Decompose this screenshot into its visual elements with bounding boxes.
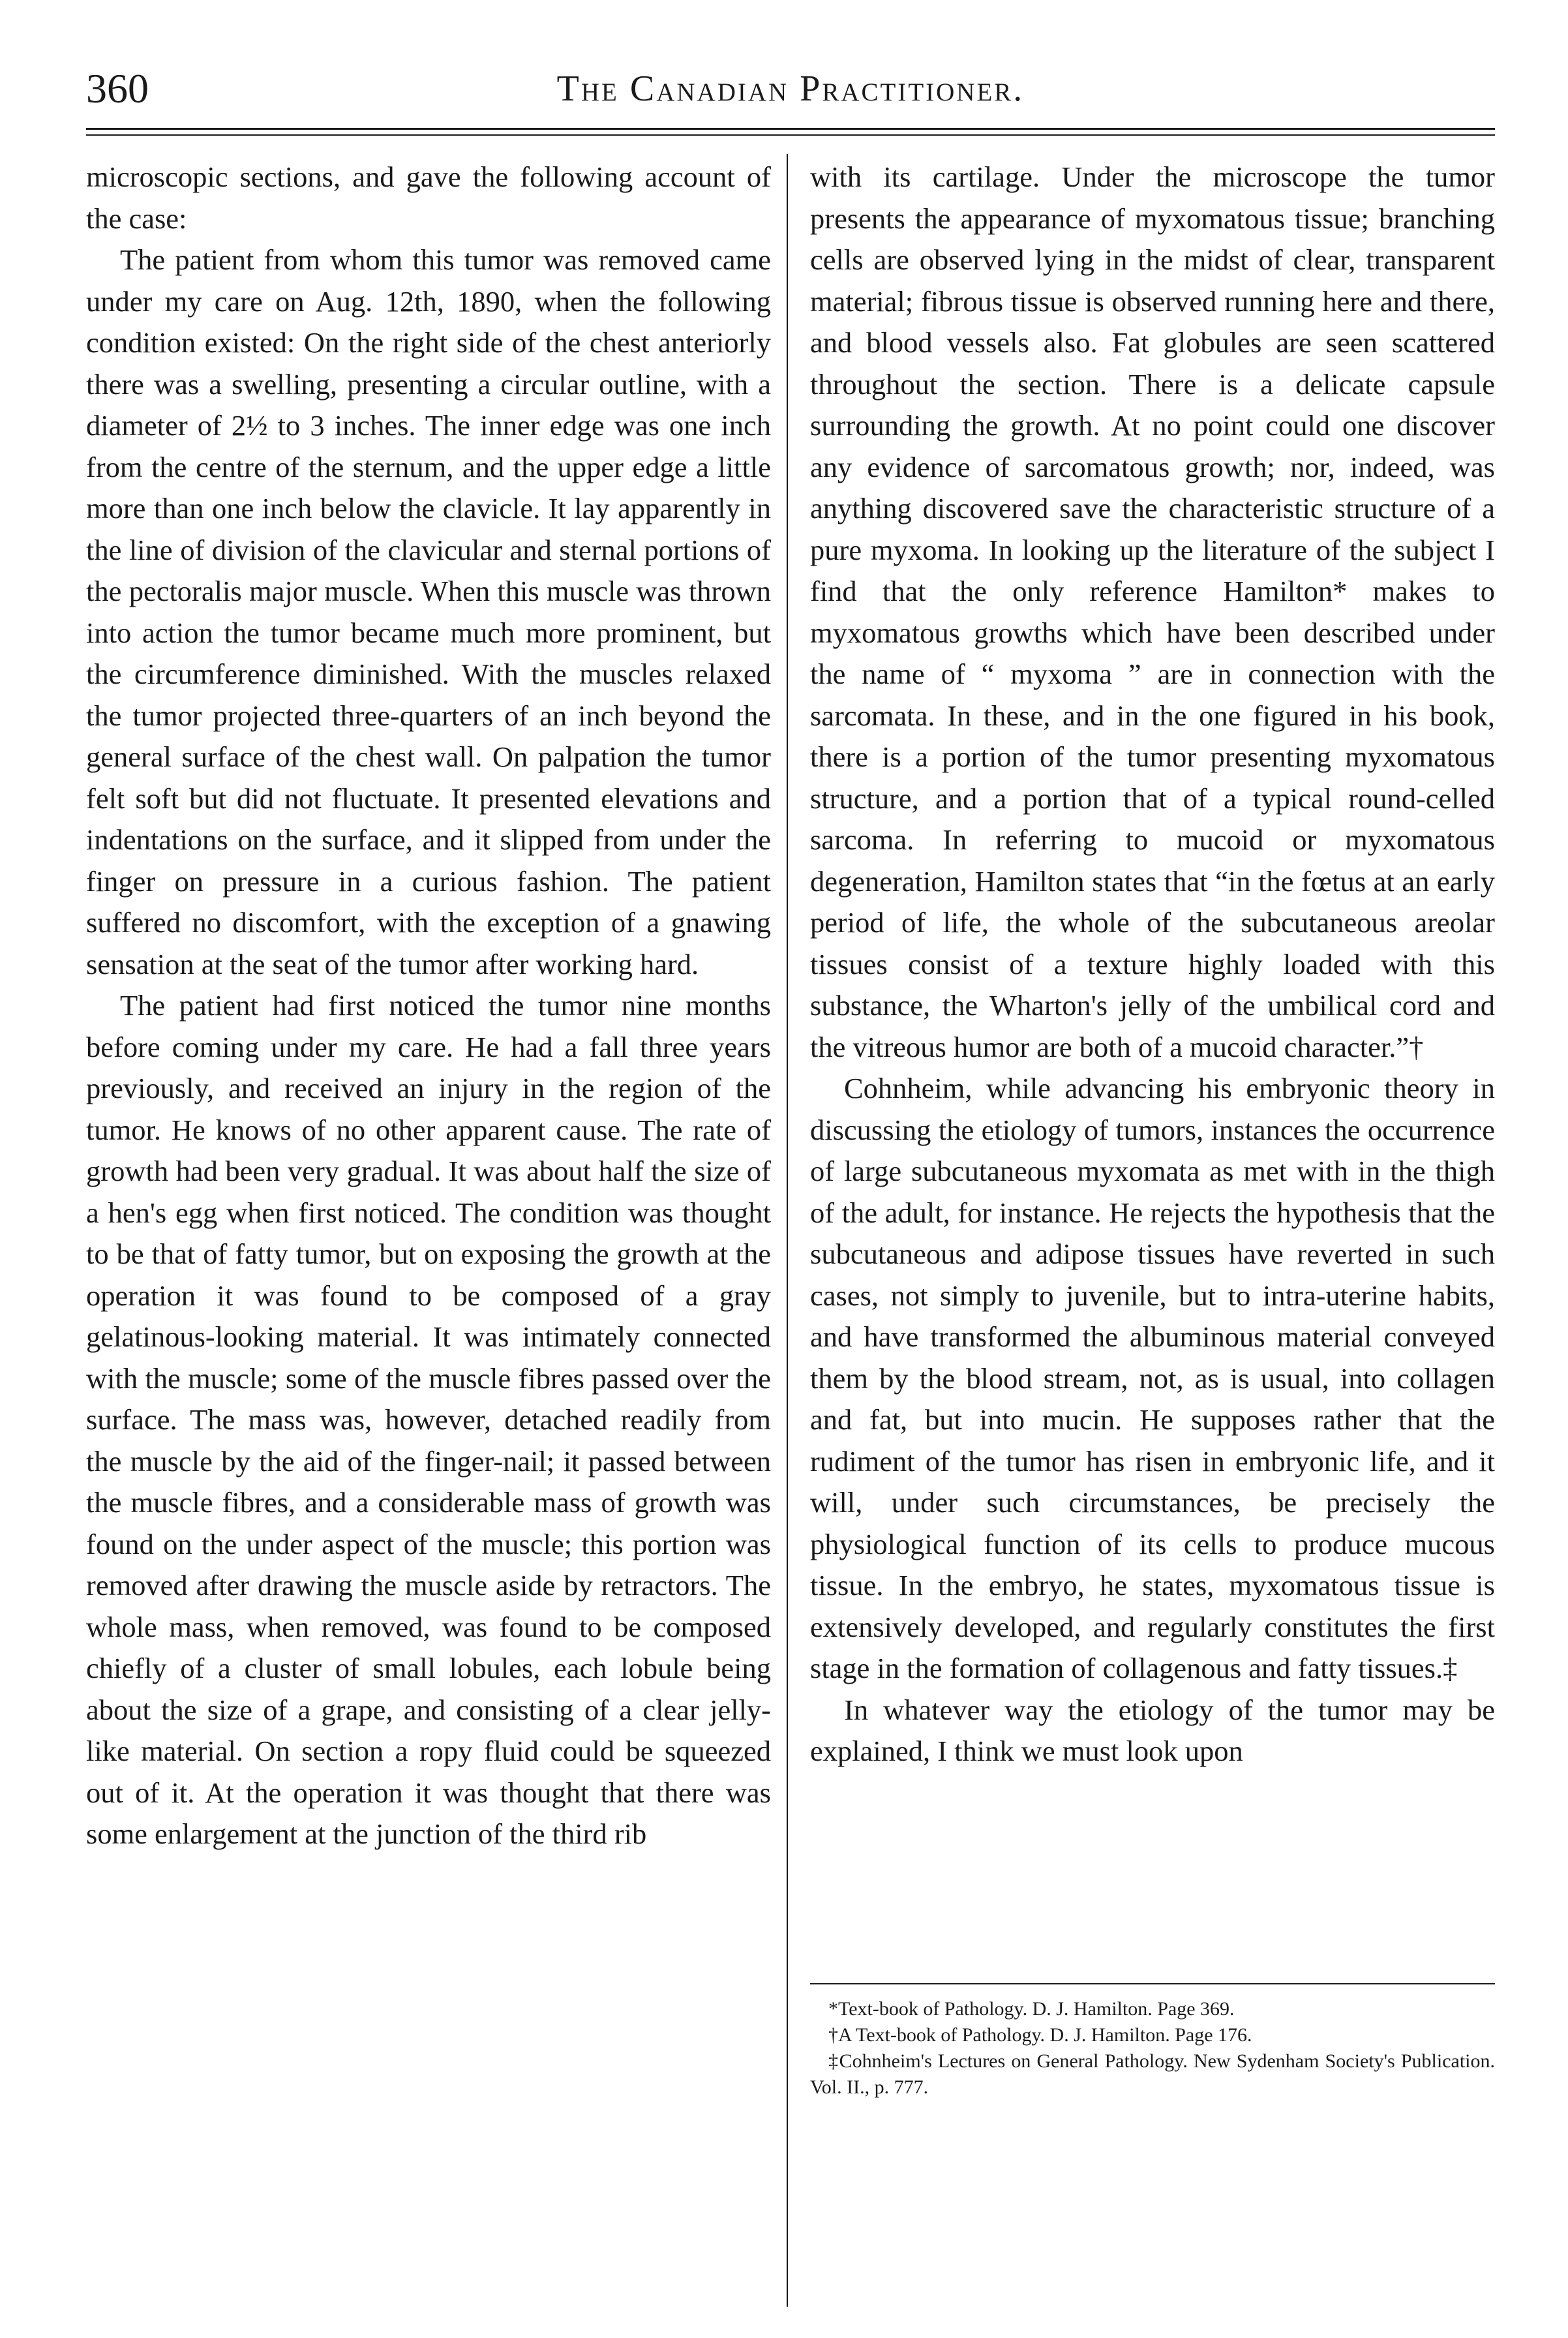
footnote: †A Text-book of Pathology. D. J. Hamilton. Page 176. (828, 2024, 1252, 2046)
footnote: ‡Cohnheim's Lectures on General Pathology. New Sydenham Society's Publication. Vol. II., p. 777. (810, 2050, 1495, 2098)
header-rule-thick (86, 128, 1495, 130)
right-column (810, 157, 1495, 1970)
paragraph: The patient had first noticed the tumor nine months before coming under my care. He had a fall three years previously, and received an injury in the region of the tumor. He knows of no other apparent cause. The rate of growth had been very gradual. It was about half the size of a hen's egg when first noticed. The condition was thought to be that of fatty tumor, but on exposing the growth at the operation it was found to be composed of a gray gelatinous-looking material. It was intimately connected with the muscle; some of the muscle fibres passed over the surface. The mass was, however, detached readily from the muscle by the aid of the finger-nail; it passed between the muscle fibres, and a considerable mass of growth was found on the under aspect of the muscle; this portion was removed after drawing the muscle aside by retractors. The whole mass, when removed, was found to be composed chiefly of a cluster of small lobules, each lobule being about the size of a grape, and consisting of a clear jelly-like material. On section a ropy fluid could be squeezed out of it. At the operation it was thought that there was some enlargement at the junction of the third rib (86, 989, 771, 1850)
left-column (86, 157, 771, 2303)
paragraph: microscopic sections, and gave the following account of the case: (86, 160, 771, 235)
header-rule-thin (86, 134, 1495, 136)
paragraph: with its cartilage. Under the microscope the tumor presents the appearance of myxomatous tissue; branching cells are observed lying in the midst of clear, transparent material; fibrous tissue is observed running here and there, and blood vessels also. Fat globules are seen scattered throughout the section. There is a delicate capsule surrounding the growth. At no point could one discover any evidence of sarcomatous growth; nor, indeed, was anything discovered save the characteristic structure of a pure myxoma. In looking up the literature of the subject I find that the only reference Hamilton* makes to myxomatous growths which have been described under the name of “ myxoma ” are in connection with the sarcomata. In these, and in the one figured in his book, there is a portion of the tumor presenting myxomatous structure, and a portion that of a typical round-celled sarcoma. In referring to mucoid or myxomatous degeneration, Hamilton states that “in the fœtus at an early period of life, the whole of the subcutaneous areolar tissues consist of a texture highly loaded with this substance, the Wharton's jelly of the umbilical cord and the vitreous humor are both of a mucoid character.”† (810, 160, 1495, 1063)
running-head: The Canadian Practitioner. (556, 68, 1025, 109)
footnote: *Text-book of Pathology. D. J. Hamilton. Page 369. (828, 1998, 1235, 2020)
page-number: 360 (86, 65, 149, 112)
paragraph: In whatever way the etiology of the tumor may be explained, I think we must look upon (810, 1693, 1495, 1767)
paragraph: Cohnheim, while advancing his embryonic theory in discussing the etiology of tumors, instances the occurrence of large subcutaneous myxomata as met with in the thigh of the adult, for instance. He rejects the hypothesis that the subcutaneous and adipose tissues have reverted in such cases, not simply to juvenile, but to intra-uterine habits, and have transformed the albuminous material conveyed them by the blood stream, not, as is usual, into collagen and fat, but into mucin. He supposes rather that the rudiment of the tumor has risen in embryonic life, and it will, under such circumstances, be precisely the physiological function of its cells to produce mucous tissue. In the embryo, he states, myxomatous tissue is extensively developed, and regularly constitutes the first stage in the formation of collagenous and fatty tissues.‡ (810, 1072, 1495, 1684)
page-header (86, 56, 1495, 121)
paragraph: The patient from whom this tumor was removed came under my care on Aug. 12th, 1890, when the following condition existed: On the right side of the chest anteriorly there was a swelling, presenting a circular outline, with a diameter of 2½ to 3 inches. The inner edge was one inch from the centre of the sternum, and the upper edge a little more than one inch below the clavicle. It lay apparently in the line of division of the clavicular and sternal portions of the pectoralis major muscle. When this muscle was thrown into action the tumor became much more prominent, but the circumference diminished. With the muscles relaxed the tumor projected three-quarters of an inch beyond the general surface of the chest wall. On palpation the tumor felt soft but did not fluctuate. It presented elevations and indentations on the surface, and it slipped from under the finger on pressure in a curious fashion. The patient suffered no discomfort, with the exception of a gnawing sensation at the seat of the tumor after working hard. (86, 243, 771, 980)
footnote-rule (810, 1983, 1495, 1984)
column-divider (787, 154, 788, 2307)
footnotes (810, 1983, 1495, 2322)
